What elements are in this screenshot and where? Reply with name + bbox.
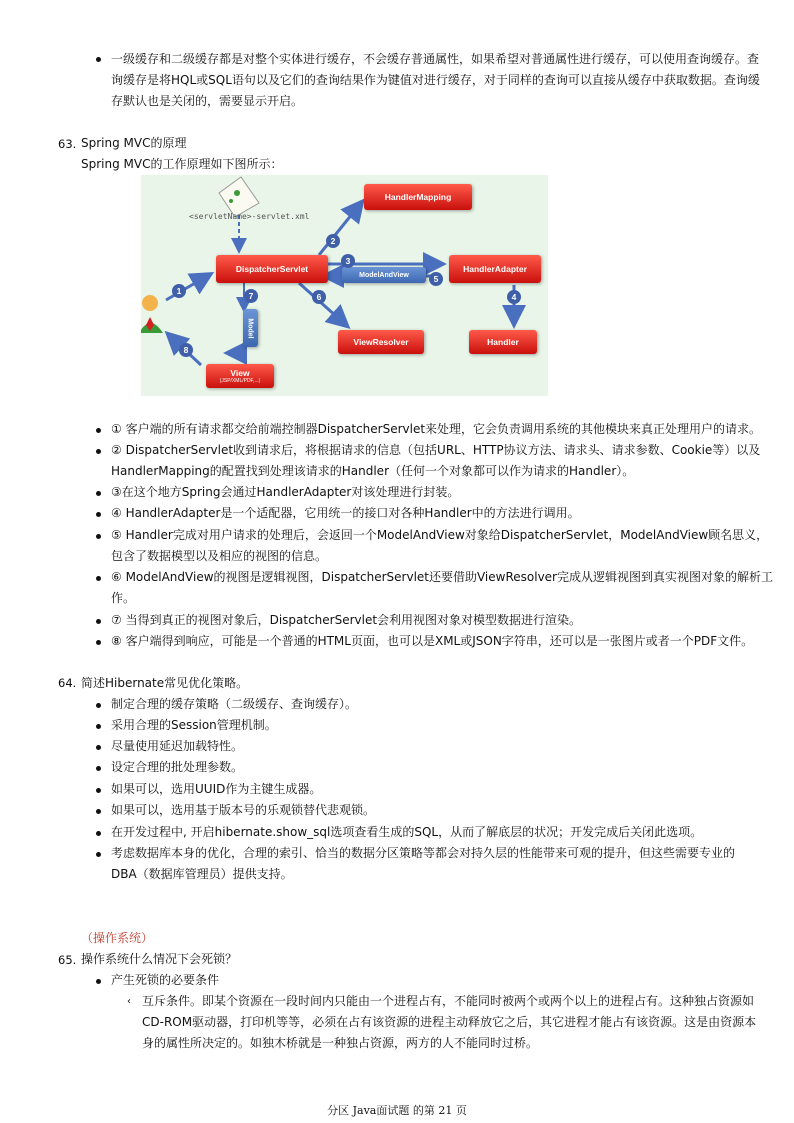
point-line: 包含了数据模型以及相应的视图的信息。 bbox=[111, 549, 328, 563]
point-line: ④ HandlerAdapter是一个适配器，它用统一的接口对各种Handler中的方法进行调用。 bbox=[111, 506, 580, 520]
bullet-dot bbox=[96, 619, 101, 624]
view-resolver-box: ViewResolver bbox=[338, 330, 424, 354]
bullet-dot bbox=[96, 831, 101, 836]
bullet-dot bbox=[96, 512, 101, 517]
step-badge: 1 bbox=[172, 284, 186, 298]
bullet-dot bbox=[96, 788, 101, 793]
model-and-view-box: ModelAndView bbox=[342, 267, 426, 283]
step-badge: 6 bbox=[312, 290, 326, 304]
sub-bullet-marker: ‹ bbox=[127, 996, 131, 1007]
point-line: ③在这个地方Spring会通过HandlerAdapter对该处理进行封装。 bbox=[111, 485, 460, 499]
section-heading: （操作系统） bbox=[81, 931, 154, 945]
question-title: 操作系统什么情况下会死锁？ bbox=[81, 952, 238, 966]
question-subtitle: Spring MVC的工作原理如下图所示： bbox=[81, 157, 283, 171]
model-box bbox=[243, 309, 258, 347]
model-label: Model bbox=[247, 317, 255, 339]
paragraph-line: 存默认也是关闭的，需要显示开启。 bbox=[111, 94, 304, 108]
dispatcher-servlet-box: DispatcherServlet bbox=[216, 255, 328, 283]
arrow-6 bbox=[299, 283, 346, 325]
step-badge: 8 bbox=[179, 343, 193, 357]
point-line: DBA（数据库管理员）提供支持。 bbox=[111, 867, 293, 881]
bullet-dot bbox=[96, 724, 101, 729]
point-line: 产生死锁的必要条件 bbox=[111, 973, 220, 987]
point-line: HandlerMapping的配置找到处理该请求的Handler（任何一个对象都可以作为请求的Handler）。 bbox=[111, 464, 635, 478]
point-line: 在开发过程中, 开启hibernate.show_sql选项查看生成的SQL，从而了解底层的状况；开发完成后关闭此选项。 bbox=[111, 825, 703, 839]
step-badge: 5 bbox=[429, 272, 443, 286]
point-line: 如果可以，选用基于版本号的乐观锁替代悲观锁。 bbox=[111, 803, 376, 817]
sub-point-line: 身的属性所决定的。如独木桥就是一种独占资源，两方的人不能同时过桥。 bbox=[142, 1036, 539, 1050]
bullet-dot bbox=[96, 979, 101, 984]
point-line: ⑦ 当得到真正的视图对象后，DispatcherServlet会利用视图对象对模型数据进行渲染。 bbox=[111, 613, 582, 627]
config-file-label: <servletName>-servlet.xml bbox=[189, 212, 310, 221]
config-file-icon bbox=[219, 177, 259, 217]
point-line: ⑧ 客户端得到响应，可能是一个普通的HTML页面，也可以是XML或JSON字符串，还可以是一张图片或者一个PDF文件。 bbox=[111, 634, 754, 648]
bullet-dot bbox=[96, 766, 101, 771]
bullet-dot bbox=[96, 449, 101, 454]
step-badge: 7 bbox=[244, 289, 258, 303]
step-badge: 2 bbox=[326, 234, 340, 248]
point-line: ① 客户端的所有请求都交给前端控制器DispatcherServlet来处理，它会负责调用系统的其他模块来真正处理用户的请求。 bbox=[111, 422, 762, 436]
handler-box: Handler bbox=[469, 330, 537, 354]
point-line: 尽量使用延迟加载特性。 bbox=[111, 739, 244, 753]
point-line: 设定合理的批处理参数。 bbox=[111, 760, 244, 774]
point-line: ⑤ Handler完成对用户请求的处理后，会返回一个ModelAndView对象给DispatcherServlet，ModelAndView顾名思义， bbox=[111, 528, 769, 542]
paragraph-line: 询缓存是将HQL或SQL语句以及它们的查询结果作为键值对进行缓存，对于同样的查询可以直接从缓存中获取数据。查询缓 bbox=[111, 73, 760, 87]
sub-point-line: CD-ROM驱动器，打印机等等，必须在占有该资源的进程主动释放它之后，其它进程才能占有该资源。这是由资源本 bbox=[142, 1015, 757, 1029]
sub-point-line: 互斥条件。即某个资源在一段时间内只能由一个进程占有，不能同时被两个或两个以上的进程占有。这种独占资源如 bbox=[142, 994, 755, 1008]
question-title: Spring MVC的原理 bbox=[81, 136, 187, 150]
handler-mapping-box: HandlerMapping bbox=[364, 184, 472, 210]
question-number: 63. bbox=[58, 137, 77, 151]
paragraph-line: 一级缓存和二级缓存都是对整个实体进行缓存，不会缓存普通属性，如果希望对普通属性进行缓存，可以使用查询缓存。查 bbox=[111, 52, 760, 66]
bullet-dot bbox=[96, 57, 101, 62]
handler-adapter-box: HandlerAdapter bbox=[449, 255, 541, 283]
bullet-dot bbox=[96, 640, 101, 645]
bullet-dot bbox=[96, 852, 101, 857]
bullet-dot bbox=[96, 809, 101, 814]
bullet-dot bbox=[96, 491, 101, 496]
step-badge: 4 bbox=[507, 290, 521, 304]
view-sub-label: (JSP/XML/PDF,...) bbox=[219, 378, 261, 384]
page-footer: 分区 Java面试题 的第 21 页 bbox=[327, 1104, 467, 1117]
point-line: 如果可以，选用UUID作为主键生成器。 bbox=[111, 782, 322, 796]
bullet-dot bbox=[96, 703, 101, 708]
view-label: View bbox=[230, 368, 250, 378]
question-number: 65. bbox=[58, 953, 77, 967]
bullet-dot bbox=[96, 745, 101, 750]
question-title: 简述Hibernate常见优化策略。 bbox=[81, 676, 249, 690]
point-line: ⑥ ModelAndView的视图是逻辑视图，DispatcherServlet还要借助ViewResolver完成从逻辑视图到真实视图对象的解析工 bbox=[111, 570, 773, 584]
bullet-dot bbox=[96, 576, 101, 581]
point-line: 作。 bbox=[111, 591, 136, 605]
diagram-arrows bbox=[141, 175, 548, 396]
view-box bbox=[206, 364, 274, 388]
point-line: 制定合理的缓存策略（二级缓存、查询缓存）。 bbox=[111, 697, 358, 711]
bullet-dot bbox=[96, 428, 101, 433]
step-badge: 3 bbox=[341, 254, 355, 268]
point-line: 考虑数据库本身的优化，合理的索引、恰当的数据分区策略等都会对持久层的性能带来可观的提升，但这些需要专业的 bbox=[111, 846, 736, 860]
bullet-dot bbox=[96, 534, 101, 539]
point-line: 采用合理的Session管理机制。 bbox=[111, 718, 277, 732]
spring-mvc-diagram bbox=[141, 175, 548, 396]
point-line: ② DispatcherServlet收到请求后，将根据请求的信息（包括URL、HTTP协议方法、请求头、请求参数、Cookie等）以及 bbox=[111, 443, 761, 457]
question-number: 64. bbox=[58, 676, 77, 690]
arrow-2 bbox=[319, 203, 361, 255]
user-head-icon bbox=[142, 295, 158, 311]
